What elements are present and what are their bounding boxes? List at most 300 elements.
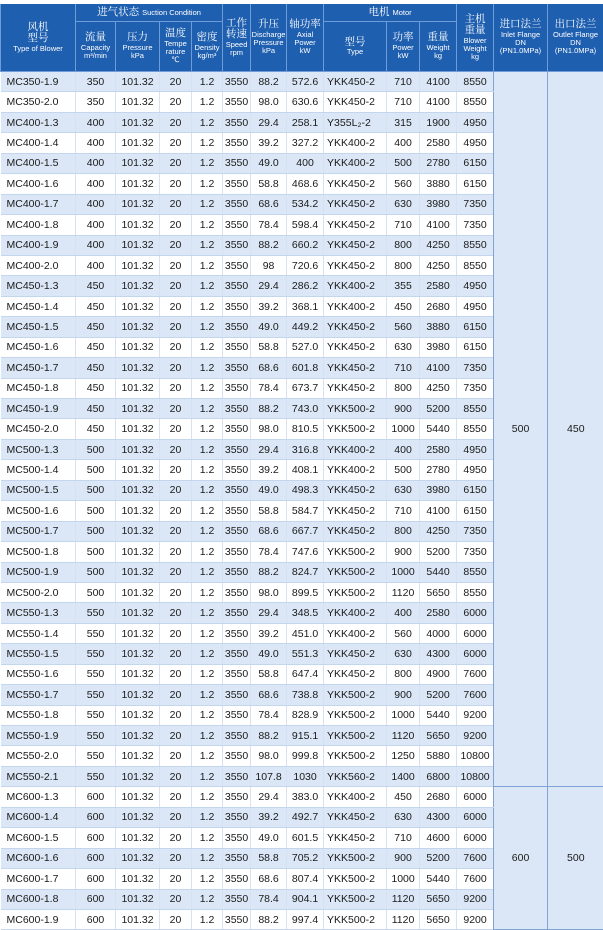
cell-pressure: 101.32 xyxy=(116,399,160,419)
cell-motor-weight: 4100 xyxy=(420,92,457,112)
cell-discharge: 78.4 xyxy=(251,215,287,235)
cell-outlet-flange: 500 xyxy=(548,787,603,930)
cell-temperature: 20 xyxy=(160,399,192,419)
cell-model: MC600-1.3 xyxy=(1,787,76,807)
cell-motor-type: YKK500-2 xyxy=(324,726,387,746)
cell-discharge: 29.4 xyxy=(251,276,287,296)
cell-model: MC350-1.9 xyxy=(1,72,76,92)
cell-temperature: 20 xyxy=(160,153,192,173)
cell-model: MC550-2.0 xyxy=(1,746,76,766)
cell-pressure: 101.32 xyxy=(116,603,160,623)
cell-motor-weight: 5440 xyxy=(420,419,457,439)
cell-capacity: 600 xyxy=(76,807,116,827)
cell-motor-power: 710 xyxy=(387,215,420,235)
cell-model: MC400-1.6 xyxy=(1,174,76,194)
header-suction-group: 进气状态 Suction Condition xyxy=(76,4,223,22)
cell-blower-weight: 6000 xyxy=(457,828,494,848)
cell-pressure: 101.32 xyxy=(116,828,160,848)
cell-axial-power: 327.2 xyxy=(287,133,324,153)
cell-capacity: 450 xyxy=(76,337,116,357)
cell-motor-type: YKK500-2 xyxy=(324,542,387,562)
cell-model: MC350-2.0 xyxy=(1,92,76,112)
cell-blower-weight: 8550 xyxy=(457,562,494,582)
cell-speed: 3550 xyxy=(223,766,251,786)
cell-density: 1.2 xyxy=(192,521,223,541)
cell-motor-power: 1400 xyxy=(387,766,420,786)
cell-axial-power: 673.7 xyxy=(287,378,324,398)
cell-speed: 3550 xyxy=(223,664,251,684)
cell-speed: 3550 xyxy=(223,685,251,705)
cell-motor-power: 560 xyxy=(387,317,420,337)
cell-temperature: 20 xyxy=(160,603,192,623)
cell-temperature: 20 xyxy=(160,726,192,746)
cell-density: 1.2 xyxy=(192,848,223,868)
cell-blower-weight: 9200 xyxy=(457,909,494,929)
cell-model: MC500-1.5 xyxy=(1,480,76,500)
cell-model: MC550-1.7 xyxy=(1,685,76,705)
cell-pressure: 101.32 xyxy=(116,746,160,766)
cell-model: MC400-1.4 xyxy=(1,133,76,153)
header-speed: 工作 转速 Speed rpm xyxy=(223,4,251,72)
cell-capacity: 600 xyxy=(76,787,116,807)
cell-temperature: 20 xyxy=(160,705,192,725)
cell-capacity: 450 xyxy=(76,296,116,316)
cell-temperature: 20 xyxy=(160,112,192,132)
cell-discharge: 58.8 xyxy=(251,174,287,194)
cell-temperature: 20 xyxy=(160,521,192,541)
cell-axial-power: 647.4 xyxy=(287,664,324,684)
cell-capacity: 550 xyxy=(76,746,116,766)
cell-temperature: 20 xyxy=(160,909,192,929)
cell-motor-power: 900 xyxy=(387,399,420,419)
cell-speed: 3550 xyxy=(223,562,251,582)
cell-temperature: 20 xyxy=(160,439,192,459)
cell-density: 1.2 xyxy=(192,174,223,194)
cell-capacity: 400 xyxy=(76,215,116,235)
cell-motor-weight: 5650 xyxy=(420,582,457,602)
header-motor-type: 型号 Type xyxy=(324,22,387,72)
cell-motor-weight: 6800 xyxy=(420,766,457,786)
cell-motor-type: YKK500-2 xyxy=(324,869,387,889)
cell-density: 1.2 xyxy=(192,480,223,500)
cell-speed: 3550 xyxy=(223,296,251,316)
header-capacity: 流量 Capacity m³/min xyxy=(76,22,116,72)
cell-motor-power: 710 xyxy=(387,92,420,112)
cell-axial-power: 468.6 xyxy=(287,174,324,194)
cell-motor-type: YKK450-2 xyxy=(324,480,387,500)
cell-axial-power: 527.0 xyxy=(287,337,324,357)
cell-capacity: 500 xyxy=(76,562,116,582)
cell-motor-weight: 2580 xyxy=(420,603,457,623)
cell-density: 1.2 xyxy=(192,562,223,582)
cell-discharge: 68.6 xyxy=(251,358,287,378)
cell-axial-power: 598.4 xyxy=(287,215,324,235)
cell-model: MC500-1.6 xyxy=(1,501,76,521)
cell-speed: 3550 xyxy=(223,460,251,480)
cell-motor-type: YKK450-2 xyxy=(324,92,387,112)
cell-axial-power: 383.0 xyxy=(287,787,324,807)
cell-motor-power: 630 xyxy=(387,337,420,357)
cell-motor-weight: 4300 xyxy=(420,807,457,827)
cell-motor-type: YKK450-2 xyxy=(324,358,387,378)
cell-model: MC600-1.5 xyxy=(1,828,76,848)
cell-blower-weight: 7350 xyxy=(457,358,494,378)
cell-speed: 3550 xyxy=(223,72,251,92)
blower-spec-table xyxy=(0,4,603,930)
cell-motor-weight: 3980 xyxy=(420,194,457,214)
cell-motor-weight: 2680 xyxy=(420,296,457,316)
cell-discharge: 88.2 xyxy=(251,726,287,746)
cell-axial-power: 601.8 xyxy=(287,358,324,378)
cell-outlet-flange: 450 xyxy=(548,72,603,787)
cell-motor-weight: 2580 xyxy=(420,133,457,153)
cell-density: 1.2 xyxy=(192,215,223,235)
cell-model: MC500-2.0 xyxy=(1,582,76,602)
cell-model: MC450-1.4 xyxy=(1,296,76,316)
cell-temperature: 20 xyxy=(160,869,192,889)
cell-speed: 3550 xyxy=(223,603,251,623)
cell-capacity: 400 xyxy=(76,112,116,132)
cell-motor-power: 1000 xyxy=(387,419,420,439)
cell-capacity: 400 xyxy=(76,174,116,194)
cell-axial-power: 368.1 xyxy=(287,296,324,316)
cell-motor-type: YKK450-2 xyxy=(324,664,387,684)
cell-motor-type: YKK500-2 xyxy=(324,705,387,725)
cell-speed: 3550 xyxy=(223,828,251,848)
cell-axial-power: 997.4 xyxy=(287,909,324,929)
cell-density: 1.2 xyxy=(192,869,223,889)
cell-capacity: 550 xyxy=(76,726,116,746)
cell-capacity: 550 xyxy=(76,603,116,623)
cell-motor-power: 800 xyxy=(387,235,420,255)
cell-pressure: 101.32 xyxy=(116,726,160,746)
cell-discharge: 39.2 xyxy=(251,460,287,480)
cell-density: 1.2 xyxy=(192,337,223,357)
cell-density: 1.2 xyxy=(192,112,223,132)
cell-axial-power: 451.0 xyxy=(287,623,324,643)
cell-capacity: 350 xyxy=(76,72,116,92)
cell-temperature: 20 xyxy=(160,235,192,255)
cell-motor-type: YKK560-2 xyxy=(324,766,387,786)
cell-speed: 3550 xyxy=(223,317,251,337)
cell-blower-weight: 7350 xyxy=(457,378,494,398)
cell-blower-weight: 9200 xyxy=(457,705,494,725)
cell-motor-power: 400 xyxy=(387,439,420,459)
cell-speed: 3550 xyxy=(223,112,251,132)
cell-blower-weight: 10800 xyxy=(457,766,494,786)
cell-temperature: 20 xyxy=(160,766,192,786)
cell-density: 1.2 xyxy=(192,644,223,664)
cell-pressure: 101.32 xyxy=(116,521,160,541)
cell-axial-power: 400 xyxy=(287,153,324,173)
cell-pressure: 101.32 xyxy=(116,664,160,684)
cell-speed: 3550 xyxy=(223,644,251,664)
cell-pressure: 101.32 xyxy=(116,378,160,398)
cell-density: 1.2 xyxy=(192,255,223,275)
cell-temperature: 20 xyxy=(160,133,192,153)
cell-motor-type: YKK450-2 xyxy=(324,501,387,521)
cell-model: MC450-1.9 xyxy=(1,399,76,419)
cell-model: MC450-1.3 xyxy=(1,276,76,296)
cell-motor-power: 710 xyxy=(387,501,420,521)
cell-blower-weight: 6150 xyxy=(457,317,494,337)
cell-motor-weight: 4100 xyxy=(420,215,457,235)
cell-discharge: 39.2 xyxy=(251,133,287,153)
header-density: 密度 Density kg/m³ xyxy=(192,22,223,72)
cell-motor-weight: 4600 xyxy=(420,828,457,848)
cell-speed: 3550 xyxy=(223,419,251,439)
cell-discharge: 78.4 xyxy=(251,378,287,398)
cell-motor-power: 1000 xyxy=(387,869,420,889)
cell-motor-type: YKK400-2 xyxy=(324,460,387,480)
cell-capacity: 550 xyxy=(76,766,116,786)
cell-density: 1.2 xyxy=(192,787,223,807)
cell-capacity: 500 xyxy=(76,521,116,541)
cell-pressure: 101.32 xyxy=(116,562,160,582)
cell-model: MC600-1.6 xyxy=(1,848,76,868)
cell-temperature: 20 xyxy=(160,92,192,112)
cell-capacity: 500 xyxy=(76,460,116,480)
cell-pressure: 101.32 xyxy=(116,358,160,378)
cell-motor-weight: 5200 xyxy=(420,685,457,705)
cell-motor-power: 630 xyxy=(387,807,420,827)
cell-axial-power: 348.5 xyxy=(287,603,324,623)
cell-capacity: 450 xyxy=(76,317,116,337)
cell-speed: 3550 xyxy=(223,521,251,541)
cell-motor-power: 560 xyxy=(387,174,420,194)
cell-axial-power: 572.6 xyxy=(287,72,324,92)
cell-blower-weight: 6000 xyxy=(457,807,494,827)
cell-motor-type: YKK450-2 xyxy=(324,255,387,275)
cell-motor-weight: 3880 xyxy=(420,174,457,194)
cell-density: 1.2 xyxy=(192,542,223,562)
cell-temperature: 20 xyxy=(160,582,192,602)
cell-motor-weight: 5200 xyxy=(420,848,457,868)
cell-model: MC500-1.7 xyxy=(1,521,76,541)
cell-capacity: 400 xyxy=(76,133,116,153)
cell-temperature: 20 xyxy=(160,501,192,521)
cell-discharge: 49.0 xyxy=(251,317,287,337)
cell-discharge: 78.4 xyxy=(251,705,287,725)
cell-motor-power: 400 xyxy=(387,603,420,623)
cell-discharge: 98.0 xyxy=(251,582,287,602)
cell-blower-weight: 7600 xyxy=(457,848,494,868)
cell-discharge: 98 xyxy=(251,255,287,275)
cell-model: MC400-1.5 xyxy=(1,153,76,173)
cell-model: MC550-1.5 xyxy=(1,644,76,664)
cell-motor-weight: 2780 xyxy=(420,460,457,480)
cell-speed: 3550 xyxy=(223,255,251,275)
cell-motor-weight: 5650 xyxy=(420,889,457,909)
cell-speed: 3550 xyxy=(223,582,251,602)
cell-blower-weight: 4950 xyxy=(457,133,494,153)
cell-motor-power: 710 xyxy=(387,828,420,848)
cell-discharge: 68.6 xyxy=(251,521,287,541)
cell-density: 1.2 xyxy=(192,909,223,929)
cell-density: 1.2 xyxy=(192,685,223,705)
cell-temperature: 20 xyxy=(160,480,192,500)
cell-motor-power: 450 xyxy=(387,787,420,807)
cell-blower-weight: 9200 xyxy=(457,889,494,909)
cell-capacity: 550 xyxy=(76,664,116,684)
cell-density: 1.2 xyxy=(192,582,223,602)
cell-motor-power: 315 xyxy=(387,112,420,132)
cell-discharge: 39.2 xyxy=(251,296,287,316)
cell-motor-type: YKK400-2 xyxy=(324,603,387,623)
cell-blower-weight: 8550 xyxy=(457,72,494,92)
cell-speed: 3550 xyxy=(223,480,251,500)
cell-model: MC600-1.9 xyxy=(1,909,76,929)
table-row xyxy=(1,72,603,92)
cell-motor-weight: 5200 xyxy=(420,542,457,562)
cell-blower-weight: 7350 xyxy=(457,194,494,214)
cell-density: 1.2 xyxy=(192,92,223,112)
cell-motor-power: 1000 xyxy=(387,705,420,725)
cell-discharge: 88.2 xyxy=(251,72,287,92)
cell-pressure: 101.32 xyxy=(116,439,160,459)
cell-model: MC550-1.9 xyxy=(1,726,76,746)
cell-capacity: 400 xyxy=(76,194,116,214)
cell-capacity: 450 xyxy=(76,358,116,378)
cell-motor-power: 630 xyxy=(387,194,420,214)
cell-discharge: 29.4 xyxy=(251,787,287,807)
cell-motor-weight: 3980 xyxy=(420,337,457,357)
cell-motor-type: YKK400-2 xyxy=(324,153,387,173)
cell-axial-power: 534.2 xyxy=(287,194,324,214)
cell-density: 1.2 xyxy=(192,501,223,521)
cell-axial-power: 584.7 xyxy=(287,501,324,521)
cell-axial-power: 720.6 xyxy=(287,255,324,275)
cell-pressure: 101.32 xyxy=(116,194,160,214)
cell-blower-weight: 8550 xyxy=(457,235,494,255)
cell-motor-power: 800 xyxy=(387,664,420,684)
cell-capacity: 600 xyxy=(76,848,116,868)
cell-discharge: 68.6 xyxy=(251,869,287,889)
cell-motor-type: YKK450-2 xyxy=(324,215,387,235)
cell-model: MC500-1.4 xyxy=(1,460,76,480)
cell-temperature: 20 xyxy=(160,562,192,582)
cell-density: 1.2 xyxy=(192,766,223,786)
cell-axial-power: 630.6 xyxy=(287,92,324,112)
cell-speed: 3550 xyxy=(223,133,251,153)
cell-capacity: 450 xyxy=(76,399,116,419)
cell-motor-weight: 2680 xyxy=(420,787,457,807)
cell-temperature: 20 xyxy=(160,542,192,562)
cell-speed: 3550 xyxy=(223,337,251,357)
cell-density: 1.2 xyxy=(192,603,223,623)
cell-model: MC600-1.8 xyxy=(1,889,76,909)
cell-density: 1.2 xyxy=(192,153,223,173)
cell-discharge: 29.4 xyxy=(251,439,287,459)
cell-motor-power: 500 xyxy=(387,153,420,173)
cell-speed: 3550 xyxy=(223,705,251,725)
cell-axial-power: 601.5 xyxy=(287,828,324,848)
cell-axial-power: 551.3 xyxy=(287,644,324,664)
cell-motor-weight: 5650 xyxy=(420,909,457,929)
cell-motor-type: YKK500-2 xyxy=(324,562,387,582)
cell-motor-weight: 4300 xyxy=(420,644,457,664)
cell-model: MC400-1.9 xyxy=(1,235,76,255)
cell-model: MC450-1.7 xyxy=(1,358,76,378)
cell-blower-weight: 10800 xyxy=(457,746,494,766)
cell-model: MC400-1.7 xyxy=(1,194,76,214)
cell-motor-type: YKK400-2 xyxy=(324,296,387,316)
header-pressure: 压力 Pressure kPa xyxy=(116,22,160,72)
cell-pressure: 101.32 xyxy=(116,766,160,786)
cell-capacity: 450 xyxy=(76,276,116,296)
cell-discharge: 88.2 xyxy=(251,562,287,582)
header-discharge-pressure: 升压 Discharge Pressure kPa xyxy=(251,4,287,72)
cell-speed: 3550 xyxy=(223,378,251,398)
cell-speed: 3550 xyxy=(223,235,251,255)
cell-density: 1.2 xyxy=(192,664,223,684)
cell-blower-weight: 7350 xyxy=(457,542,494,562)
cell-capacity: 450 xyxy=(76,419,116,439)
cell-motor-power: 1120 xyxy=(387,909,420,929)
cell-blower-weight: 8550 xyxy=(457,419,494,439)
cell-discharge: 88.2 xyxy=(251,399,287,419)
cell-speed: 3550 xyxy=(223,358,251,378)
cell-blower-weight: 9200 xyxy=(457,726,494,746)
cell-model: MC550-1.8 xyxy=(1,705,76,725)
cell-axial-power: 747.6 xyxy=(287,542,324,562)
cell-density: 1.2 xyxy=(192,726,223,746)
cell-temperature: 20 xyxy=(160,358,192,378)
cell-discharge: 88.2 xyxy=(251,235,287,255)
cell-motor-type: YKK450-2 xyxy=(324,235,387,255)
cell-discharge: 49.0 xyxy=(251,828,287,848)
cell-motor-power: 1120 xyxy=(387,582,420,602)
cell-blower-weight: 7600 xyxy=(457,869,494,889)
cell-density: 1.2 xyxy=(192,133,223,153)
cell-blower-weight: 8550 xyxy=(457,399,494,419)
cell-motor-type: YKK500-2 xyxy=(324,399,387,419)
cell-motor-type: YKK500-2 xyxy=(324,746,387,766)
cell-motor-type: YKK500-2 xyxy=(324,582,387,602)
cell-temperature: 20 xyxy=(160,623,192,643)
cell-discharge: 58.8 xyxy=(251,337,287,357)
cell-motor-power: 1120 xyxy=(387,726,420,746)
cell-pressure: 101.32 xyxy=(116,419,160,439)
cell-speed: 3550 xyxy=(223,194,251,214)
cell-discharge: 29.4 xyxy=(251,112,287,132)
cell-motor-power: 450 xyxy=(387,296,420,316)
cell-motor-type: YKK450-2 xyxy=(324,828,387,848)
cell-inlet-flange: 500 xyxy=(494,72,548,787)
cell-capacity: 600 xyxy=(76,869,116,889)
cell-density: 1.2 xyxy=(192,378,223,398)
cell-model: MC500-1.8 xyxy=(1,542,76,562)
cell-axial-power: 705.2 xyxy=(287,848,324,868)
cell-motor-power: 630 xyxy=(387,644,420,664)
cell-capacity: 550 xyxy=(76,705,116,725)
cell-density: 1.2 xyxy=(192,705,223,725)
cell-pressure: 101.32 xyxy=(116,644,160,664)
cell-axial-power: 492.7 xyxy=(287,807,324,827)
cell-motor-power: 1000 xyxy=(387,562,420,582)
cell-temperature: 20 xyxy=(160,72,192,92)
cell-discharge: 68.6 xyxy=(251,194,287,214)
cell-model: MC600-1.4 xyxy=(1,807,76,827)
cell-motor-power: 1250 xyxy=(387,746,420,766)
cell-pressure: 101.32 xyxy=(116,112,160,132)
cell-motor-weight: 4100 xyxy=(420,72,457,92)
cell-motor-type: YKK450-2 xyxy=(324,378,387,398)
cell-density: 1.2 xyxy=(192,828,223,848)
cell-axial-power: 1030 xyxy=(287,766,324,786)
cell-discharge: 98.0 xyxy=(251,419,287,439)
cell-motor-power: 800 xyxy=(387,255,420,275)
